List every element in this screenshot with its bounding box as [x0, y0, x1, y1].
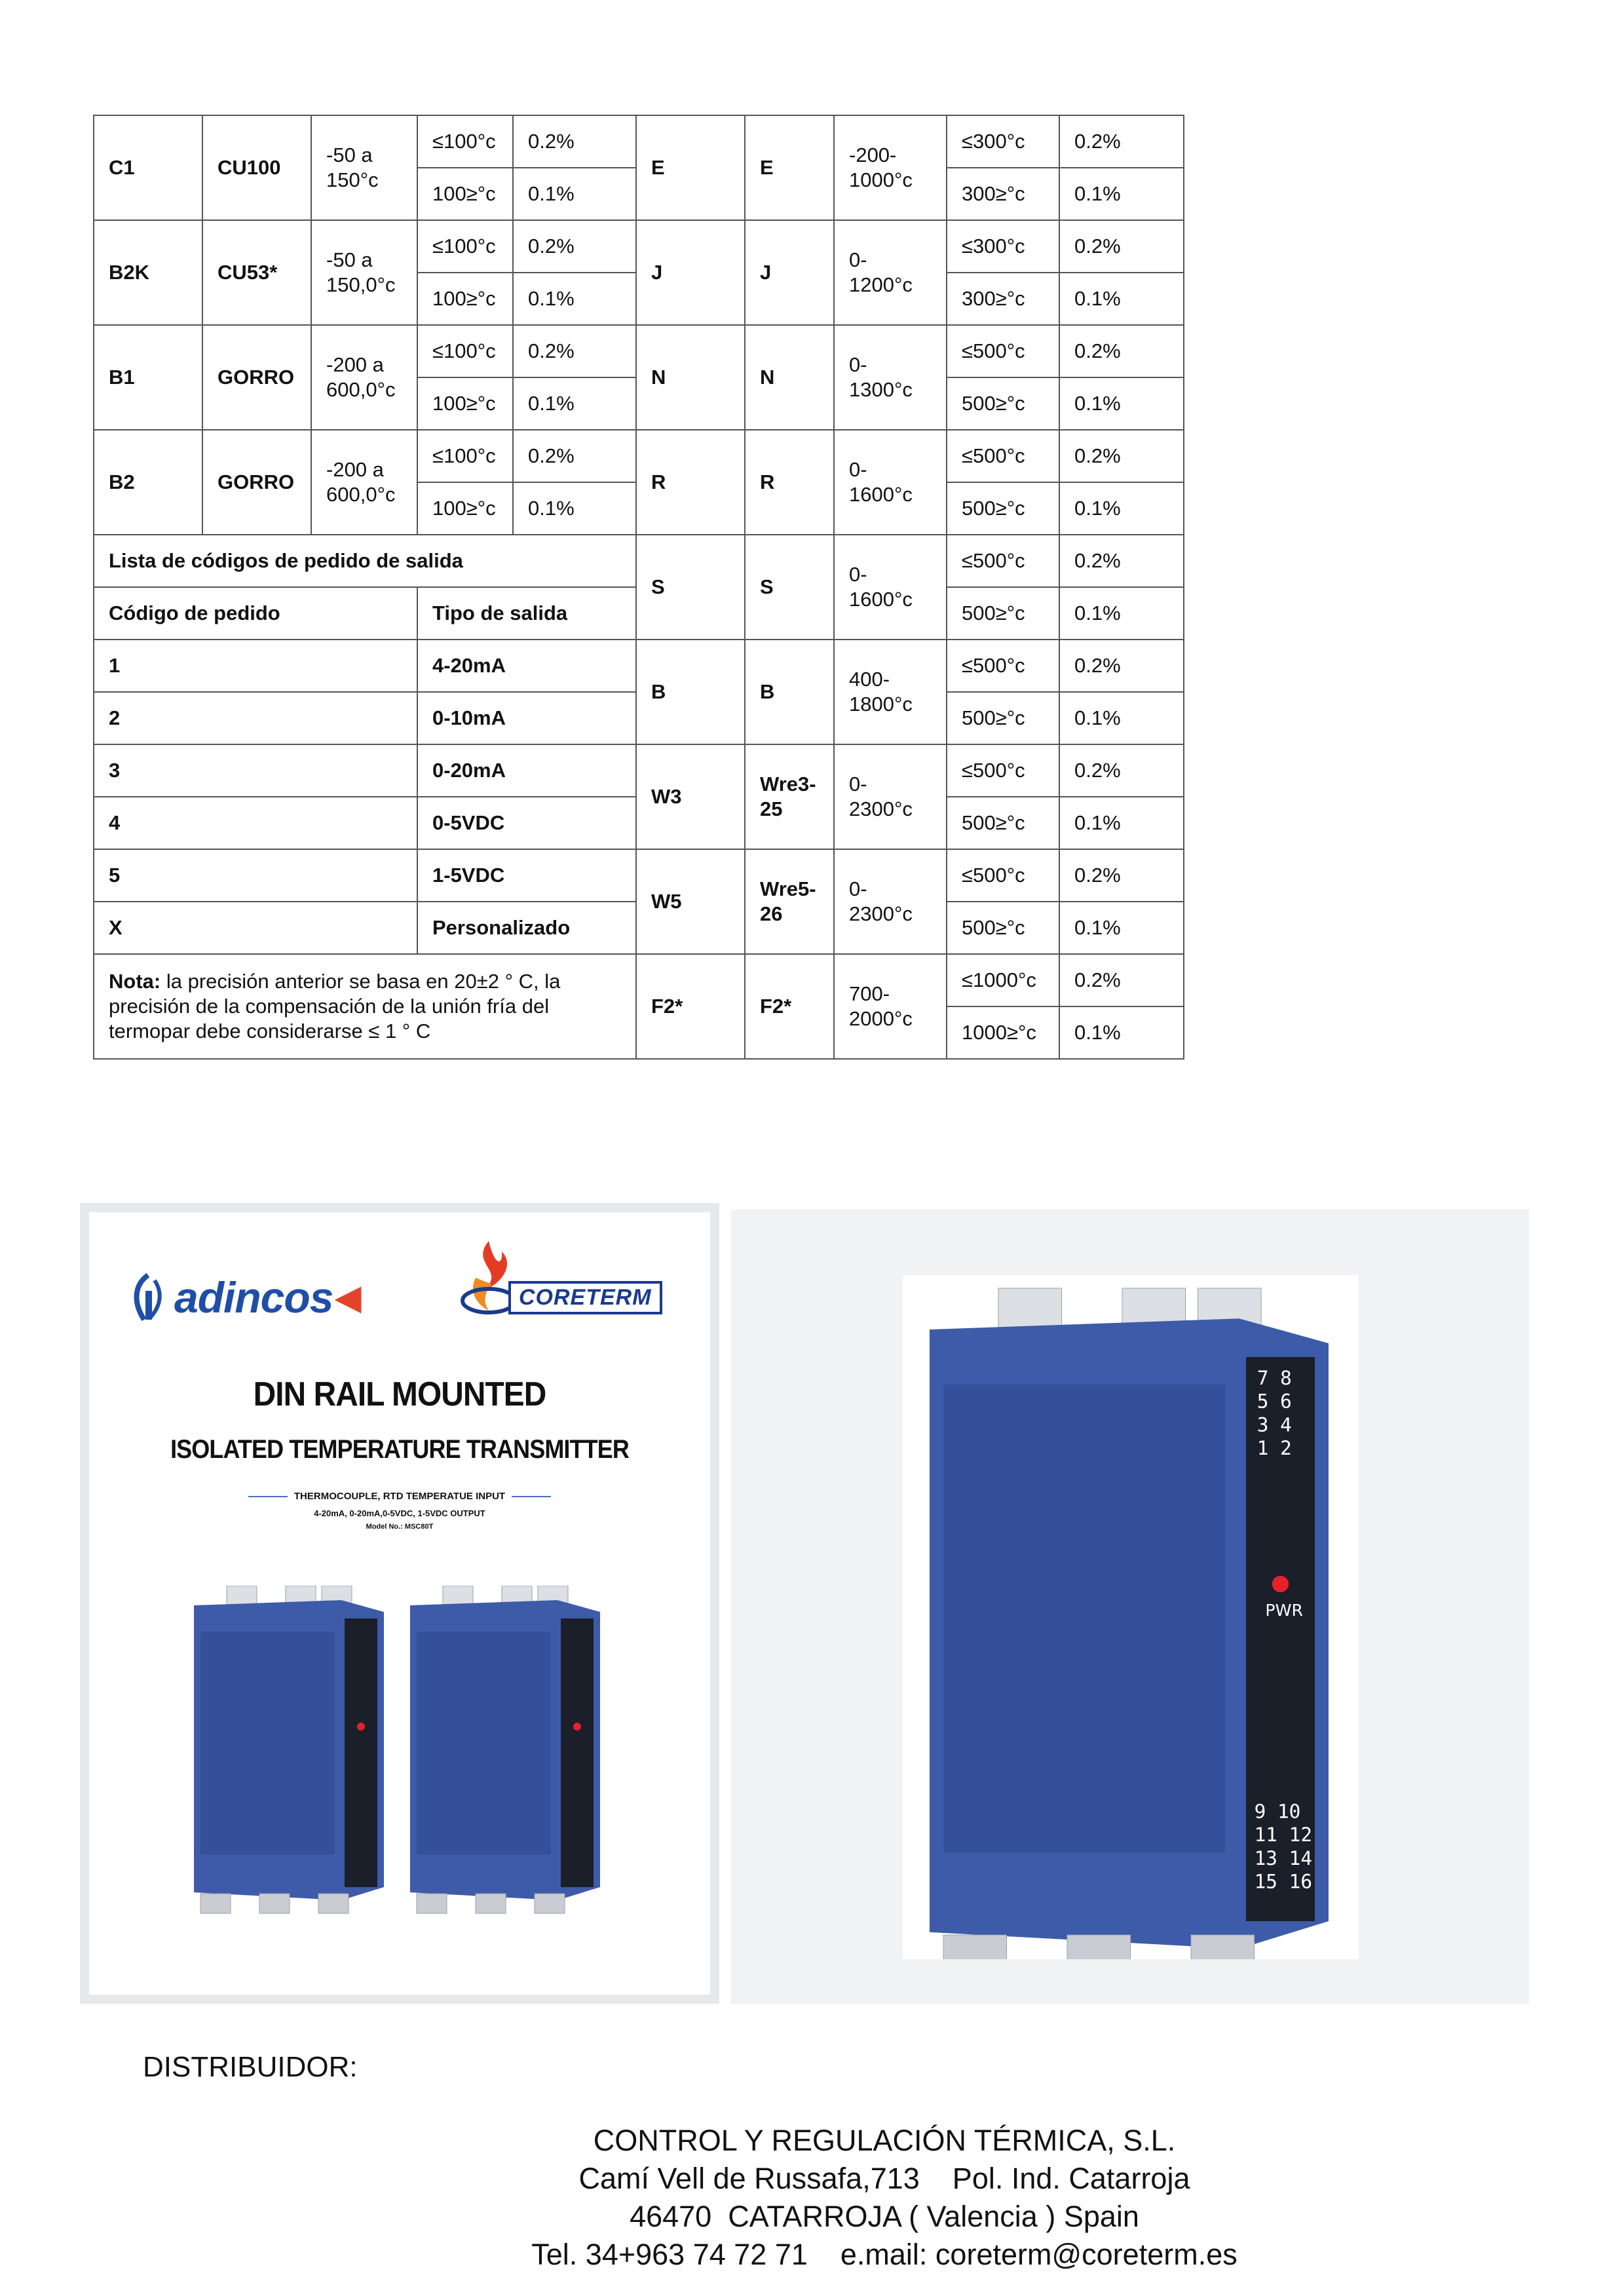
tc-range-cell [834, 849, 947, 954]
tc-code-cell: E [636, 115, 745, 220]
tc-range-cell-line: 700- [849, 982, 890, 1006]
tc-acc-cond-cell: ≤1000°c [947, 954, 1059, 1006]
tc-sensor-cell-line: Wre5- [760, 877, 816, 901]
tc-acc-cell: 0.2% [1059, 430, 1184, 482]
tc-code-cell: W5 [636, 849, 745, 954]
tc-range-cell-line: -200- [849, 144, 897, 167]
tc-acc-cell: 0.2% [1059, 220, 1184, 273]
tc-sensor-cell: R [745, 430, 834, 535]
device-side-panel [200, 1632, 335, 1854]
coreterm-wordmark: CORETERM [508, 1281, 662, 1314]
tc-acc-cell: 0.1% [1059, 587, 1184, 640]
note-label: Nota: [109, 970, 161, 993]
tc-acc-cell: 0.2% [1059, 744, 1184, 797]
rtd-acc-cell: 0.2% [513, 220, 636, 273]
tc-acc-cell: 0.2% [1059, 325, 1184, 377]
tc-acc-cond-cell: ≤500°c [947, 640, 1059, 692]
tc-range-cell [834, 430, 947, 535]
rtd-acc-cell: 0.2% [513, 325, 636, 377]
output-code-cell: 3 [94, 744, 417, 797]
rtd-code-cell: B2 [94, 430, 202, 535]
company-name: CONTROL Y REGULACIÓN TÉRMICA, S.L. [593, 2124, 1176, 2157]
tc-code-cell: W3 [636, 744, 745, 849]
pwr-led-icon [357, 1723, 365, 1731]
device-side-panel [417, 1632, 551, 1854]
tc-code-cell: S [636, 535, 745, 640]
tc-range-cell-line: 1600°c [849, 588, 913, 611]
cover-title: DIN RAIL MOUNTED [253, 1375, 546, 1413]
tc-acc-cond-cell: 500≥°c [947, 797, 1059, 849]
tc-acc-cell: 0.2% [1059, 115, 1184, 168]
tc-range-cell-line: 0- [849, 877, 867, 901]
rtd-acc-cell: 0.1% [513, 482, 636, 535]
output-code-cell: 5 [94, 849, 417, 902]
note-cell [94, 954, 636, 1059]
terminal-block [535, 1894, 565, 1913]
tc-range-cell-line: 2300°c [849, 902, 913, 925]
device-side-panel [943, 1385, 1226, 1852]
rtd-range-cell-line: -200 a [326, 458, 384, 482]
rule-left [248, 1496, 288, 1497]
tc-acc-cell: 0.1% [1059, 797, 1184, 849]
rtd-acc-cond-cell: ≤100°c [417, 115, 513, 168]
product-photo [731, 1210, 1529, 2004]
rtd-acc-cond-cell: 100≥°c [417, 482, 513, 535]
distributor-label: DISTRIBUIDOR: [143, 2051, 358, 2083]
tc-sensor-cell: S [745, 535, 834, 640]
rtd-acc-cell: 0.1% [513, 377, 636, 430]
tc-acc-cell: 0.2% [1059, 640, 1184, 692]
rtd-acc-cond-cell: 100≥°c [417, 273, 513, 325]
output-code-cell: 2 [94, 692, 417, 744]
rtd-acc-cond-cell: ≤100°c [417, 325, 513, 377]
tc-acc-cond-cell: ≤500°c [947, 744, 1059, 797]
rtd-range-cell-line: -50 a [326, 144, 373, 167]
tc-acc-cond-cell: ≤300°c [947, 220, 1059, 273]
tc-acc-cell: 0.2% [1059, 954, 1184, 1006]
tc-sensor-cell: N [745, 325, 834, 430]
rtd-code-cell: C1 [94, 115, 202, 220]
tc-acc-cell: 0.1% [1059, 902, 1184, 954]
rtd-acc-cond-cell: 100≥°c [417, 168, 513, 220]
rtd-acc-cond-cell: 100≥°c [417, 377, 513, 430]
rtd-code-cell: B2K [94, 220, 202, 325]
tc-range-cell-line: 0- [849, 773, 867, 796]
tc-range-cell [834, 954, 947, 1059]
tc-range-cell-line: 1000°c [849, 168, 913, 191]
output-col-code-header: Código de pedido [94, 587, 417, 640]
adincos-arrow-icon: ◀ [335, 1279, 360, 1316]
tc-sensor-cell-line: 25 [760, 797, 783, 820]
tc-sensor-cell [745, 744, 834, 849]
tc-acc-cell: 0.2% [1059, 535, 1184, 587]
tc-acc-cond-cell: ≤500°c [947, 849, 1059, 902]
rtd-range-cell [311, 115, 417, 220]
table-row [94, 535, 1184, 587]
rtd-acc-cond-cell: ≤100°c [417, 220, 513, 273]
output-type-cell: 1-5VDC [417, 849, 636, 902]
tc-acc-cell: 0.1% [1059, 1006, 1184, 1059]
tc-range-cell [834, 220, 947, 325]
rtd-acc-cell: 0.1% [513, 273, 636, 325]
terminal-block [200, 1894, 231, 1913]
table-row [94, 220, 1184, 273]
tc-acc-cond-cell: ≤500°c [947, 325, 1059, 377]
table-row [94, 640, 1184, 692]
rtd-range-cell-line: 150°c [326, 168, 379, 191]
output-type-cell: 4-20mA [417, 640, 636, 692]
output-col-type-header: Tipo de salida [417, 587, 636, 640]
tc-range-cell-line: 2000°c [849, 1007, 913, 1030]
output-section-title: Lista de códigos de pedido de salida [94, 535, 636, 587]
rtd-acc-cell: 0.2% [513, 115, 636, 168]
adincos-wordmark: adincos [174, 1273, 333, 1322]
contact-line: Tel. 34+963 74 72 71 e.mail: coreterm@coreterm.es [531, 2238, 1237, 2271]
cover-subtitle: ISOLATED TEMPERATURE TRANSMITTER [170, 1435, 629, 1464]
tc-acc-cell: 0.1% [1059, 377, 1184, 430]
tc-range-cell-line: 0- [849, 458, 867, 482]
spec-table [93, 115, 1184, 1060]
coreterm-logo [456, 1238, 662, 1317]
cover-input-text: THERMOCOUPLE, RTD TEMPERATUE INPUT [293, 1491, 506, 1502]
tc-range-cell [834, 640, 947, 744]
pwr-label: PWR [1265, 1600, 1304, 1620]
rtd-acc-cond-cell: ≤100°c [417, 430, 513, 482]
large-device [930, 1288, 1329, 1959]
pwr-led-icon [1272, 1576, 1289, 1592]
tc-acc-cell: 0.1% [1059, 273, 1184, 325]
output-code-cell: 1 [94, 640, 417, 692]
tc-acc-cell: 0.1% [1059, 482, 1184, 535]
terminal-block [1067, 1935, 1131, 1959]
rtd-range-cell-line: 150,0°c [326, 273, 396, 296]
tc-sensor-cell-line: 26 [760, 902, 783, 925]
tc-acc-cell: 0.1% [1059, 168, 1184, 220]
rtd-range-cell-line: 600,0°c [326, 483, 396, 506]
tc-acc-cond-cell: 500≥°c [947, 482, 1059, 535]
tc-sensor-cell [745, 849, 834, 954]
tc-sensor-cell: J [745, 220, 834, 325]
rtd-range-cell-line: -200 a [326, 353, 384, 377]
tc-range-cell [834, 115, 947, 220]
tc-code-cell: F2* [636, 954, 745, 1059]
terminal-label-top: 7 8 [1256, 1367, 1292, 1389]
rtd-range-cell [311, 430, 417, 535]
distributor-address [459, 2122, 1310, 2274]
tc-acc-cond-cell: 1000≥°c [947, 1006, 1059, 1059]
din-rail-transmitter-image [903, 1275, 1359, 1959]
pwr-led-icon [573, 1723, 581, 1731]
rtd-sensor-cell: GORRO [202, 430, 311, 535]
rtd-range-cell [311, 220, 417, 325]
tc-acc-cell: 0.2% [1059, 849, 1184, 902]
output-type-cell: 0-10mA [417, 692, 636, 744]
terminal-block [259, 1894, 290, 1913]
rtd-code-cell: B1 [94, 325, 202, 430]
tc-range-cell-line: 0- [849, 563, 867, 586]
tc-acc-cond-cell: 500≥°c [947, 377, 1059, 430]
table-row [94, 430, 1184, 482]
output-code-cell: X [94, 902, 417, 954]
cover-model-line: Model No.: MSC80T [366, 1523, 434, 1531]
terminal-label-top: 1 2 [1256, 1437, 1292, 1460]
tc-acc-cond-cell: 300≥°c [947, 168, 1059, 220]
rtd-sensor-cell: GORRO [202, 325, 311, 430]
cover-device-pair-image [187, 1586, 620, 1953]
tc-sensor-cell-line: Wre3- [760, 773, 816, 796]
tc-range-cell-line: 400- [849, 668, 890, 691]
terminal-label-bottom: 15 16 [1254, 1870, 1313, 1893]
tc-acc-cond-cell: ≤500°c [947, 430, 1059, 482]
tc-acc-cond-cell: 500≥°c [947, 587, 1059, 640]
tc-range-cell [834, 535, 947, 640]
table-row [94, 115, 1184, 168]
table-row [94, 849, 1184, 902]
street-address: Camí Vell de Russafa,713 Pol. Ind. Catarroja [578, 2162, 1190, 2195]
tc-range-cell-line: 2300°c [849, 797, 913, 820]
tc-code-cell: J [636, 220, 745, 325]
tc-acc-cond-cell: ≤300°c [947, 115, 1059, 168]
tc-range-cell-line: 0- [849, 353, 867, 377]
tc-range-cell-line: 1200°c [849, 273, 913, 296]
tc-range-cell-line: 1300°c [849, 378, 913, 401]
tc-acc-cell: 0.1% [1059, 692, 1184, 744]
terminal-label-bottom: 9 10 [1254, 1800, 1301, 1823]
output-type-cell: Personalizado [417, 902, 636, 954]
cover-output-line: 4-20mA, 0-20mA,0-5VDC, 1-5VDC OUTPUT [314, 1508, 485, 1518]
tc-range-cell [834, 744, 947, 849]
tc-acc-cond-cell: 500≥°c [947, 692, 1059, 744]
tc-acc-cond-cell: ≤500°c [947, 535, 1059, 587]
terminal-block [417, 1894, 447, 1913]
terminal-label-bottom: 11 12 [1254, 1824, 1313, 1846]
rule-right [512, 1496, 551, 1497]
cover-input-line [89, 1491, 710, 1502]
rtd-range-cell [311, 325, 417, 430]
tc-sensor-cell: B [745, 640, 834, 744]
tc-range-cell-line: 1600°c [849, 483, 913, 506]
tc-code-cell: N [636, 325, 745, 430]
table-row [94, 954, 1184, 1006]
adincos-mark-icon [128, 1271, 170, 1324]
rtd-sensor-cell: CU100 [202, 115, 311, 220]
rtd-acc-cell: 0.2% [513, 430, 636, 482]
output-code-cell: 4 [94, 797, 417, 849]
table-row [94, 325, 1184, 377]
terminal-block [1191, 1935, 1255, 1959]
terminal-label-top: 3 4 [1256, 1413, 1292, 1436]
tc-acc-cond-cell: 500≥°c [947, 902, 1059, 954]
output-type-cell: 0-20mA [417, 744, 636, 797]
device-front-panel [561, 1618, 594, 1887]
brochure-cover-image [80, 1203, 719, 2004]
device-front-panel [345, 1618, 377, 1887]
rtd-range-cell-line: -50 a [326, 248, 373, 272]
output-type-cell: 0-5VDC [417, 797, 636, 849]
tc-acc-cond-cell: 300≥°c [947, 273, 1059, 325]
tc-range-cell [834, 325, 947, 430]
tc-code-cell: B [636, 640, 745, 744]
rtd-range-cell-line: 600,0°c [326, 378, 396, 401]
adincos-logo [128, 1271, 360, 1324]
terminal-block [318, 1894, 349, 1913]
city-line: 46470 CATARROJA ( Valencia ) Spain [630, 2200, 1139, 2233]
tc-range-cell-line: 1800°c [849, 693, 913, 716]
tc-sensor-cell: F2* [745, 954, 834, 1059]
tc-code-cell: R [636, 430, 745, 535]
terminal-label-top: 5 6 [1256, 1390, 1292, 1413]
tc-range-cell-line: 0- [849, 248, 867, 272]
terminal-block [943, 1935, 1007, 1959]
note-text: la precisión anterior se basa en 20±2 ° C, la precisión de la compensación de la unión fría del termopar debe considerarse ≤ 1 ° C [109, 970, 561, 1043]
rtd-acc-cell: 0.1% [513, 168, 636, 220]
rtd-sensor-cell: CU53* [202, 220, 311, 325]
terminal-label-bottom: 13 14 [1254, 1846, 1313, 1869]
tc-sensor-cell: E [745, 115, 834, 220]
terminal-block [476, 1894, 506, 1913]
table-row [94, 744, 1184, 797]
